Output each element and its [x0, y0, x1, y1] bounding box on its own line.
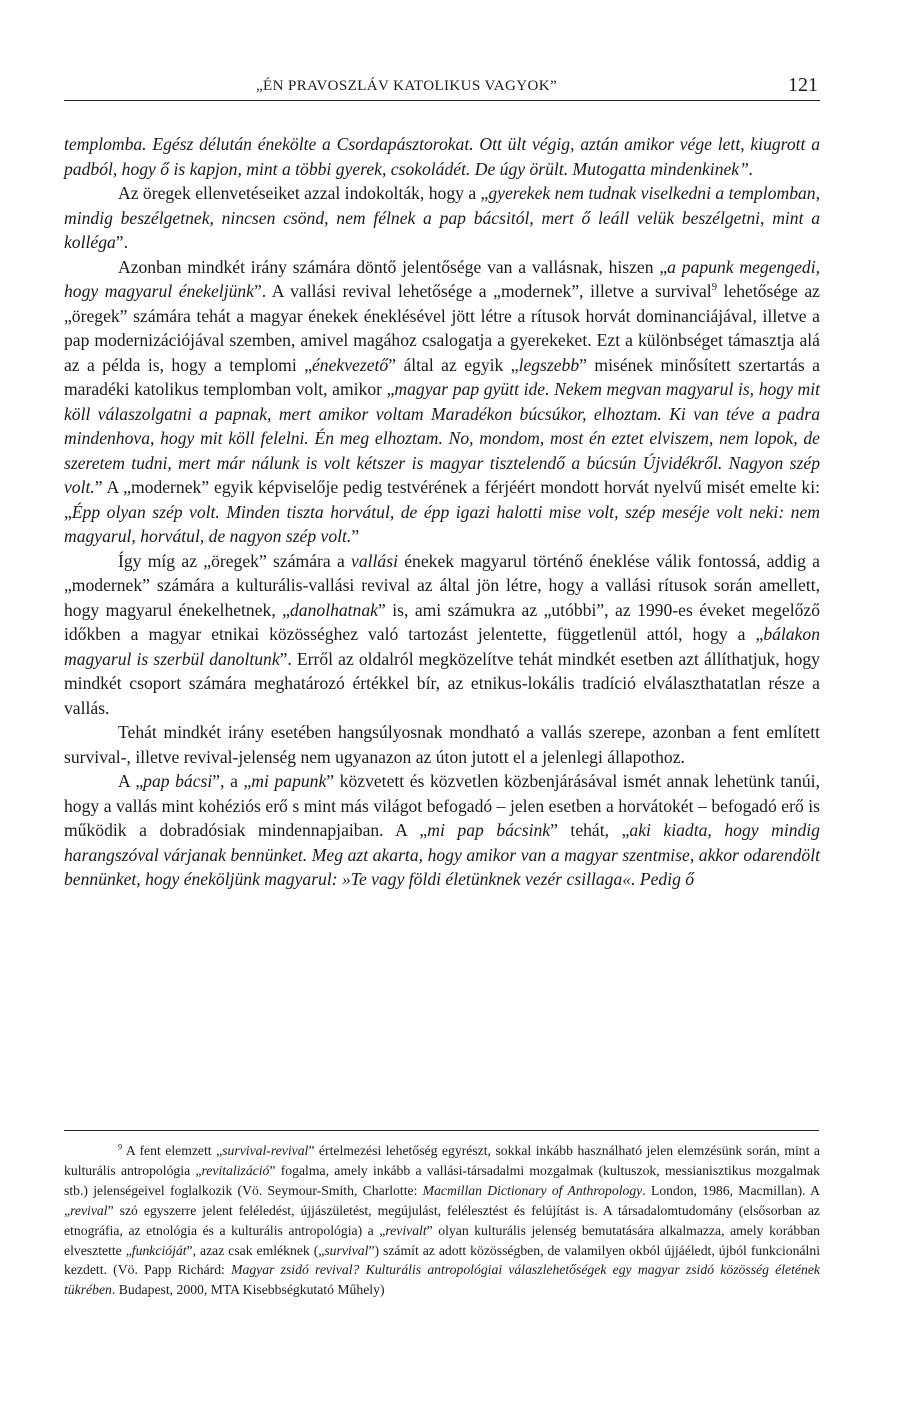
- footnote-number: 9: [118, 1142, 123, 1152]
- paragraph-6: A „pap bácsi”, a „mi papunk” közvetett és közvetlen közbenjárásával ismét annak lehetünk tanúi, hogy a vallás mint kohéziós erő s mint más világot befogadó – jelen esetben a horvátokét – befogadó erő is működik a dobradósiak mindennapjaiban. A „mi pap bácsink” tehát, „aki kiadta, hogy mindig harangszóval várjanak bennünket. Meg azt akarta, hogy amikor van a magyar szentmise, akkor odarendölt bennünket, hogy éneköljünk magyarul: »Te vagy földi életünknek vezér csillaga«. Pedig ő: [64, 771, 820, 889]
- paragraph-1: templomba. Egész délután énekölte a Csordapásztorokat. Ott ült végig, aztán amikor vége lett, kiugrott a padból, hogy ő is kapjon, mint a többi gyerek, csokoládét. De úgy örült. Mutogatta mindenkinek”.: [64, 134, 820, 179]
- running-header: [64, 76, 820, 101]
- footnote-ref-9[interactable]: 9: [711, 282, 717, 294]
- footnote-9: $^9$ A fent elemzett „survival-revival” értelmezési lehetőség egyrészt, sokkal inkább használható jelen elemzésünk során, mint a kulturális antropológia „revitalizáció” fogalma, amely inkább a vallási-társadalmi mozgalmak (kultuszok, messianisztikus mozgalmak stb.) jelenségeivel foglalkozik (Vö. Seymour-Smith, Charlotte: Macmillan Dictionary of Anthropology. London, 1986, Macmillan). A „revival” szó egyszerre jelent feléledést, újjászületést, megújulást, felélesztést és felújítást is. A társadalomtudomány (elsősorban az etnográfia, az etnológia és a kulturális antropológia) a „revivalt” olyan kulturális jelenség bemutatására alkalmazza, amely korábban elvesztette „funkcióját”, azaz csak emléknek („survival”) számít az adott közösségben, de valamilyen okból újjáéledt, újból funkcionálni kezdett. (Vö. Papp Richárd: Magyar zsidó revival? Kulturális antropológiai válaszlehetőségek egy magyar zsidó közösség életének tükrében. Budapest, 2000, MTA Kisebbségkutató Műhely): [64, 1142, 820, 1298]
- paragraph-2: Az öregek ellenvetéseiket azzal indokolták, hogy a „gyerekek nem tudnak viselkedni a templomban, mindig beszélgetnek, nincsen csönd, nem félnek a pap bácsitól, mert ő leáll velük beszélgetni, mint a kolléga”.: [64, 183, 820, 252]
- footnote-divider: [64, 1130, 819, 1131]
- main-text: [64, 132, 820, 892]
- paragraph-5: Tehát mindkét irány esetében hangsúlyosnak mondható a vallás szerepe, azonban a fent említett survival-, illetve revival-jelenség nem ugyanazon az úton jutott el a jelenlegi állapothoz.: [64, 722, 820, 767]
- running-title: „ÉN PRAVOSZLÁV KATOLIKUS VAGYOK”: [256, 78, 558, 94]
- paragraph-3: Azonban mindkét irány számára döntő jelentősége van a vallásnak, hiszen „a papunk megengedi, hogy magyarul énekeljünk”. A vallási revival lehetősége a „modernek”, illetve a survival$^9$ lehetősége az „öregek” számára tehát a magyar énekek éneklésével jött létre a rítusok horvát dominanciájával, illetve a pap modernizációjával szemben, amivel magához csalogatja a gyerekeket. Ezt a különbséget támasztja alá az a példa is, hogy a templomi „énekvezető” által az egyik „legszebb” misének minősített szertartás a maradéki katolikus templomban volt, amikor „magyar pap gyütt ide. Nekem megvan magyarul is, hogy mit köll válaszolgatni a papnak, mert amikor voltam Maradékon búcsúkor, elhoztam. Ki van téve a padra mindenhova, hogy mit köll felelni. Én meg elhoztam. No, mondom, most én eztet elviszem, nem lopok, de szeretem tudni, mert már nálunk is volt kétszer is magyar tisztelendő a búcsún Újvidékről. Nagyon szép volt.” A „modernek” egyik képviselője pedig testvérének a férjéért mondott horvát nyelvű misét emelte ki: „Épp olyan szép volt. Minden tiszta horvátul, de épp igazi halotti mise volt, szép meséje volt neki: nem magyarul, horvátul, de nagyon szép volt.”: [64, 256, 821, 546]
- paragraph-4: Így míg az „öregek” számára a vallási énekek magyarul történő éneklése válik fontossá, addig a „modernek” számára a kulturális-vallási revival az által jön létre, hogy a vallási rítusok során amellett, hogy magyarul énekelhetnek, „danolhatnak” is, ami számukra az „utóbbi”, az 1990-es éveket megelőző időkben a magyar etnikai közösséghez való tartozást jelentette, függetlenül attól, hogy a „bálakon magyarul is szerbül danoltunk”. Erről az oldalról megközelítve tehát mindkét esetben azt állíthatjuk, hogy mindkét csoport számára meghatározó értékkel bír, az etnikus-lokális tradíció elválaszthatatlan része a vallás.: [64, 550, 820, 718]
- footnotes: [64, 1141, 820, 1300]
- page-number: 121: [788, 74, 818, 96]
